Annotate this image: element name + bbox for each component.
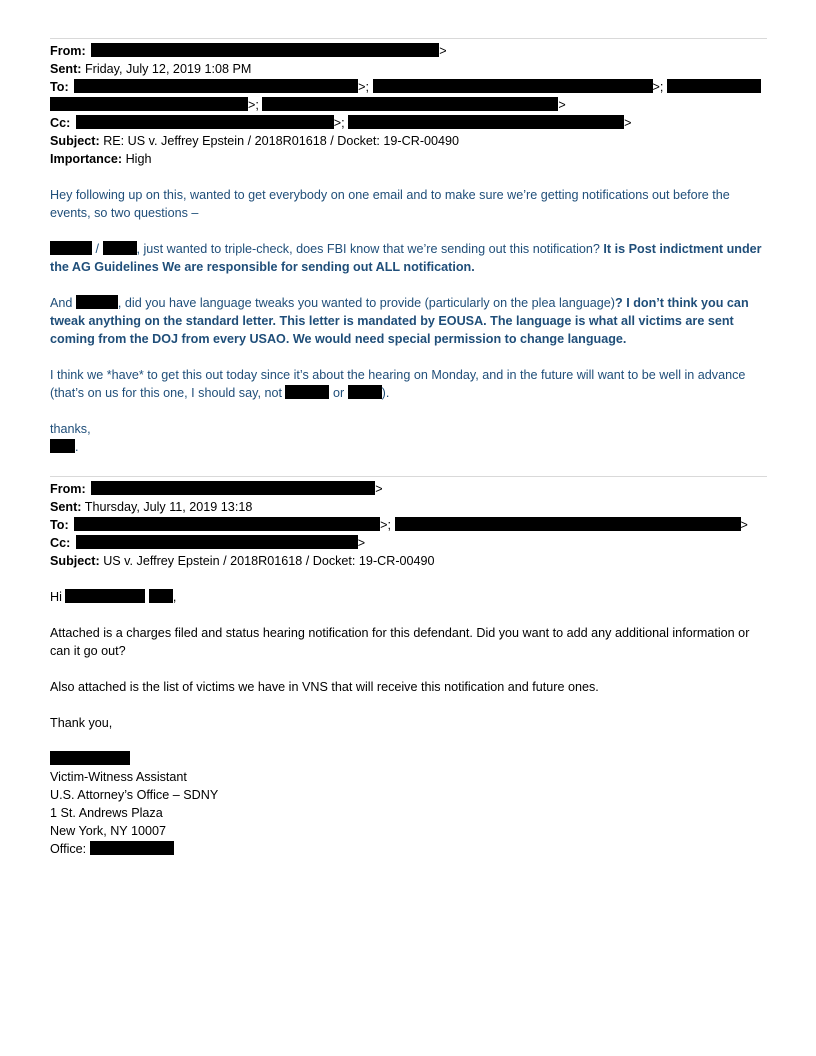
redaction — [50, 439, 75, 453]
to-tail: > — [740, 518, 748, 532]
redaction — [50, 97, 248, 111]
para-2-reply: It is Post indictment under the AG Guidelines We are responsible for sending out ALL notification. — [50, 242, 762, 274]
subject-label: Subject: — [50, 134, 100, 148]
para-2-text: , just wanted to triple-check, does FBI know that we’re sending out this notification? — [136, 242, 600, 256]
redaction — [65, 589, 145, 603]
subject-value: US v. Jeffrey Epstein / 2018R01618 / Docket: 19-CR-00490 — [103, 554, 435, 568]
email-1-header — [50, 42, 767, 168]
from-tail: > — [375, 482, 383, 496]
redaction — [74, 79, 358, 93]
to-sep: >; — [380, 518, 392, 532]
redaction — [373, 79, 653, 93]
from-label: From: — [50, 482, 86, 496]
redaction — [667, 79, 761, 93]
redaction — [76, 295, 118, 309]
cc-tail: > — [624, 116, 632, 130]
email-1-para-4 — [50, 366, 767, 402]
to-label: To: — [50, 518, 69, 532]
email-2-para-1: Attached is a charges filed and status hearing notification for this defendant. Did you want to add any additional information or can it go out? — [50, 626, 750, 658]
cc-label: Cc: — [50, 536, 71, 550]
from-row — [50, 42, 767, 60]
sent-row — [50, 498, 767, 516]
to-tail: > — [558, 98, 566, 112]
sent-label: Sent: — [50, 500, 82, 514]
para-3-and: And — [50, 296, 76, 310]
redaction — [348, 385, 382, 399]
importance-row — [50, 150, 767, 168]
cc-label: Cc: — [50, 116, 71, 130]
sent-value: Friday, July 12, 2019 1:08 PM — [84, 62, 252, 76]
to-sep: >; — [652, 80, 664, 94]
para-2-slash: / — [92, 242, 103, 256]
sent-label: Sent: — [50, 62, 82, 76]
greeting-text: Hi — [50, 590, 62, 604]
redaction — [90, 841, 174, 855]
sent-row — [50, 60, 767, 78]
para-3-reply: ? I don’t think you can tweak anything on the standard letter. This letter is mandated by EOUSA. The language is what all victims are sent coming from the DOJ from every USAO. We would need special permission to change language. — [50, 296, 749, 346]
signature-address-1: 1 St. Andrews Plaza — [50, 806, 163, 820]
redaction — [50, 241, 92, 255]
cc-sep: >; — [333, 116, 345, 130]
signature-address-2: New York, NY 10007 — [50, 824, 166, 838]
email-2-signature-name — [50, 750, 767, 768]
email-1-para-3 — [50, 294, 767, 348]
para-3-text: , did you have language tweaks you wanted to provide (particularly on the plea language) — [117, 296, 615, 310]
para-4-end: ). — [381, 386, 390, 400]
redaction — [262, 97, 558, 111]
email-2-header — [50, 480, 767, 570]
sent-value: Thursday, July 11, 2019 13:18 — [84, 500, 253, 514]
header-divider — [50, 476, 767, 477]
redaction — [149, 589, 173, 603]
para-4-or: or — [329, 386, 348, 400]
greeting-comma: , — [172, 590, 177, 604]
email-2-greeting — [50, 588, 767, 606]
redaction — [91, 481, 375, 495]
importance-value: High — [125, 152, 152, 166]
redaction — [348, 115, 624, 129]
redaction — [76, 115, 334, 129]
signature-phone — [50, 840, 767, 858]
email-2-signoff: Thank you, — [50, 716, 113, 730]
cc-tail: > — [357, 536, 366, 550]
email-thread — [50, 38, 767, 858]
signature-title: Victim-Witness Assistant — [50, 770, 187, 784]
importance-label: Importance: — [50, 152, 123, 166]
from-label: From: — [50, 44, 86, 58]
redaction — [285, 385, 329, 399]
subject-row — [50, 132, 767, 150]
redaction — [74, 517, 380, 531]
signature-dot: . — [75, 440, 79, 454]
email-1-para-1: Hey following up on this, wanted to get everybody on one email and to make sure we’re getting notifications out before the events, so two questions – — [50, 188, 730, 220]
subject-value: RE: US v. Jeffrey Epstein / 2018R01618 / Docket: 19-CR-00490 — [103, 134, 460, 148]
header-divider — [50, 38, 767, 39]
to-label: To: — [50, 80, 69, 94]
redaction — [395, 517, 741, 531]
subject-label: Subject: — [50, 554, 100, 568]
redaction — [50, 751, 130, 765]
signature-office: U.S. Attorney’s Office – SDNY — [50, 788, 219, 802]
email-1-signature — [50, 438, 767, 456]
email-1-para-2 — [50, 240, 767, 276]
to-row-continued — [50, 96, 767, 114]
redaction — [76, 535, 358, 549]
redaction — [103, 241, 137, 255]
from-tail: > — [439, 44, 447, 58]
cc-row — [50, 534, 767, 552]
to-row — [50, 78, 767, 96]
cc-row — [50, 114, 767, 132]
to-sep: >; — [248, 98, 259, 112]
email-1-signoff: thanks, — [50, 422, 91, 436]
redaction — [91, 43, 439, 57]
phone-label: Office: — [50, 842, 87, 856]
to-row — [50, 516, 767, 534]
subject-row — [50, 552, 767, 570]
to-sep: >; — [358, 80, 370, 94]
para-4-text: I think we *have* to get this out today since it’s about the hearing on Monday, and in the future will want to be well in advance (that’s on us for this one, I should say, not — [50, 368, 746, 400]
email-2-para-2: Also attached is the list of victims we have in VNS that will receive this notification and future ones. — [50, 680, 599, 694]
from-row — [50, 480, 767, 498]
